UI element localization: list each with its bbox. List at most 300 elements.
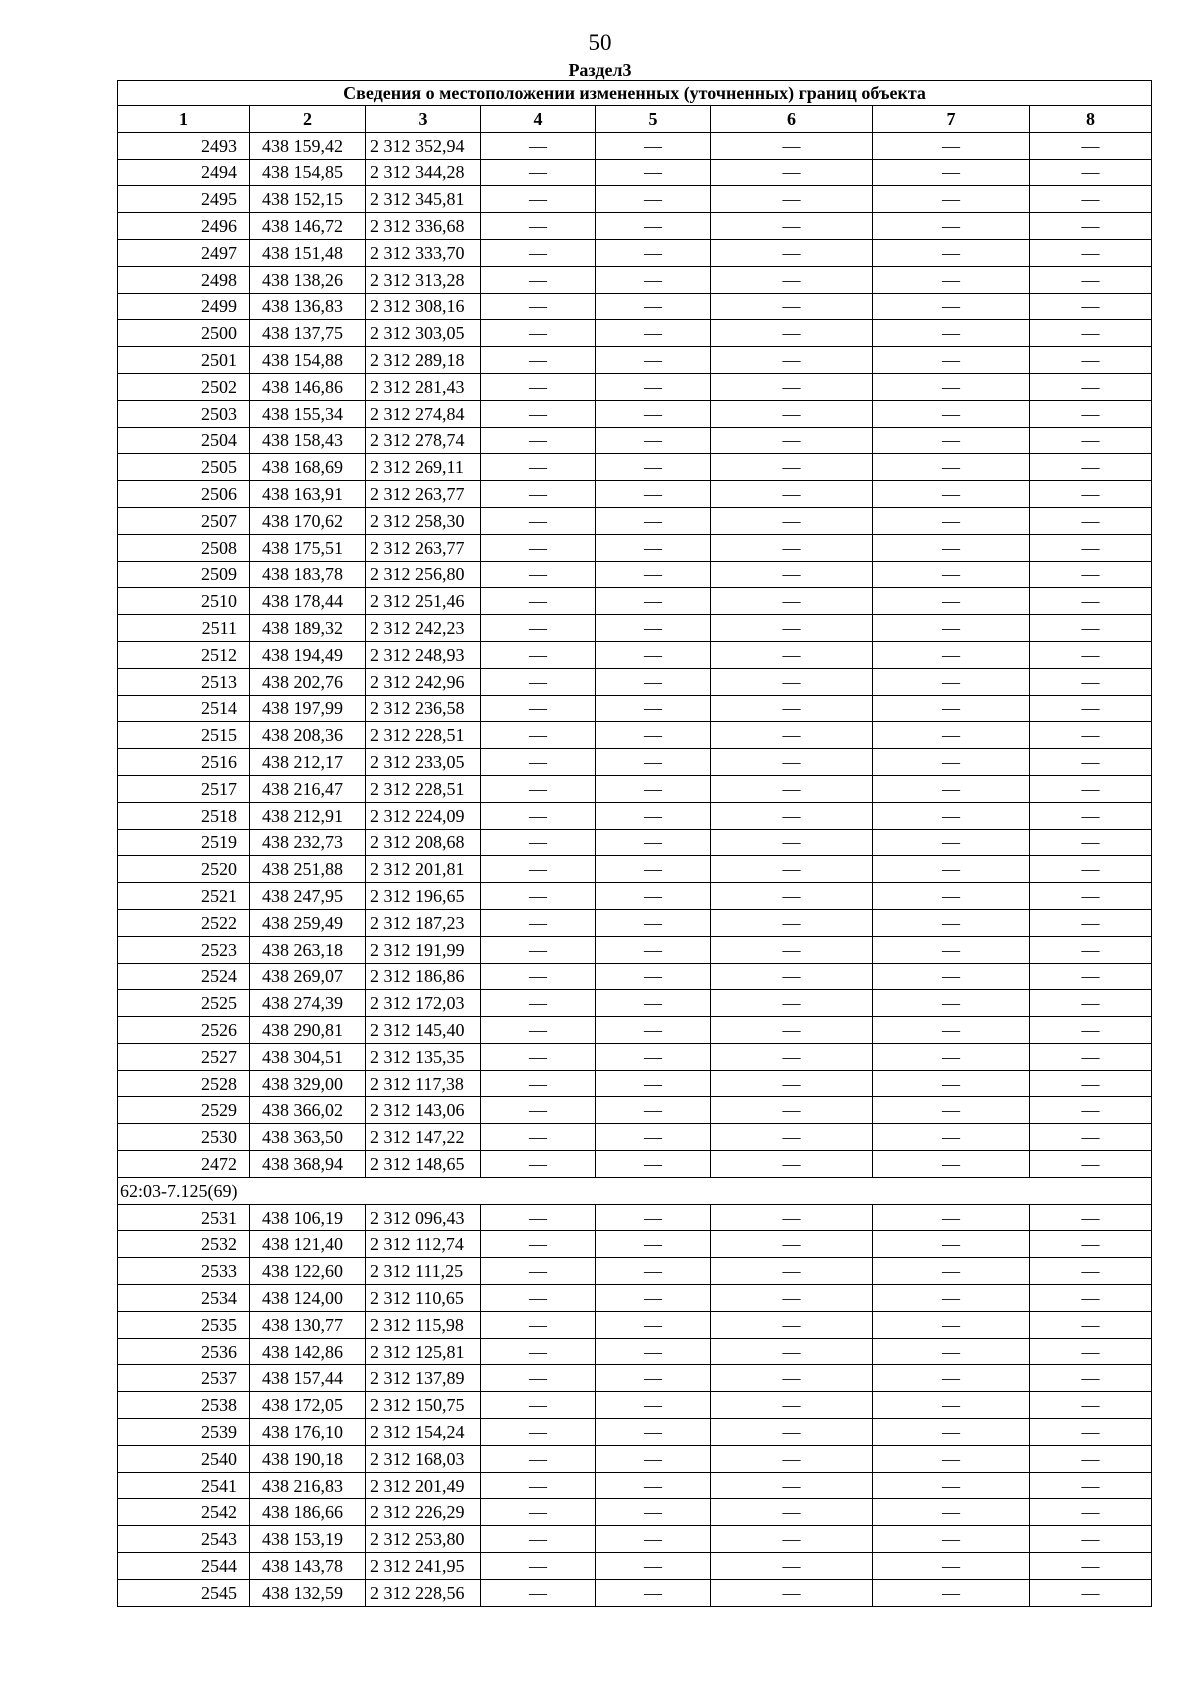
empty-dash-cell: —	[596, 507, 711, 534]
empty-dash-cell: —	[1030, 186, 1152, 213]
empty-dash-cell: —	[481, 561, 596, 588]
x-coordinate-cell: 438 212,17	[250, 749, 366, 776]
x-coordinate-cell: 438 146,86	[250, 373, 366, 400]
table-row	[118, 1392, 1152, 1419]
empty-dash-cell: —	[481, 1553, 596, 1580]
empty-dash-cell: —	[596, 829, 711, 856]
table-row	[118, 1124, 1152, 1151]
empty-dash-cell: —	[711, 1151, 873, 1178]
x-coordinate-cell: 438 247,95	[250, 883, 366, 910]
point-number-cell: 2527	[118, 1043, 250, 1070]
empty-dash-cell: —	[1030, 1285, 1152, 1312]
empty-dash-cell: —	[1030, 615, 1152, 642]
point-number-cell: 2521	[118, 883, 250, 910]
empty-dash-cell: —	[481, 909, 596, 936]
empty-dash-cell: —	[481, 668, 596, 695]
table-body	[118, 132, 1152, 1606]
empty-dash-cell: —	[596, 883, 711, 910]
point-number-cell: 2534	[118, 1285, 250, 1312]
empty-dash-cell: —	[711, 722, 873, 749]
y-coordinate-cell: 2 312 187,23	[366, 909, 481, 936]
y-coordinate-cell: 2 312 269,11	[366, 454, 481, 481]
y-coordinate-cell: 2 312 352,94	[366, 132, 481, 159]
y-coordinate-cell: 2 312 172,03	[366, 990, 481, 1017]
point-number-cell: 2542	[118, 1499, 250, 1526]
empty-dash-cell: —	[596, 990, 711, 1017]
empty-dash-cell: —	[711, 615, 873, 642]
column-header-1: 1	[118, 106, 250, 133]
column-header-8: 8	[1030, 106, 1152, 133]
group-row	[118, 1177, 1152, 1204]
empty-dash-cell: —	[873, 507, 1030, 534]
empty-dash-cell: —	[711, 936, 873, 963]
empty-dash-cell: —	[1030, 1124, 1152, 1151]
y-coordinate-cell: 2 312 154,24	[366, 1419, 481, 1446]
table-row	[118, 615, 1152, 642]
y-coordinate-cell: 2 312 208,68	[366, 829, 481, 856]
empty-dash-cell: —	[711, 1017, 873, 1044]
empty-dash-cell: —	[711, 239, 873, 266]
table-row	[118, 373, 1152, 400]
empty-dash-cell: —	[873, 159, 1030, 186]
y-coordinate-cell: 2 312 228,56	[366, 1579, 481, 1606]
empty-dash-cell: —	[481, 507, 596, 534]
point-number-cell: 2536	[118, 1338, 250, 1365]
empty-dash-cell: —	[596, 1365, 711, 1392]
empty-dash-cell: —	[596, 186, 711, 213]
x-coordinate-cell: 438 130,77	[250, 1311, 366, 1338]
point-number-cell: 2519	[118, 829, 250, 856]
y-coordinate-cell: 2 312 147,22	[366, 1124, 481, 1151]
point-number-cell: 2503	[118, 400, 250, 427]
empty-dash-cell: —	[596, 159, 711, 186]
table-row	[118, 722, 1152, 749]
empty-dash-cell: —	[711, 802, 873, 829]
empty-dash-cell: —	[1030, 1311, 1152, 1338]
empty-dash-cell: —	[711, 1097, 873, 1124]
empty-dash-cell: —	[873, 802, 1030, 829]
x-coordinate-cell: 438 136,83	[250, 293, 366, 320]
point-number-cell: 2528	[118, 1070, 250, 1097]
empty-dash-cell: —	[711, 1070, 873, 1097]
empty-dash-cell: —	[1030, 159, 1152, 186]
y-coordinate-cell: 2 312 248,93	[366, 641, 481, 668]
y-coordinate-cell: 2 312 112,74	[366, 1231, 481, 1258]
table-row	[118, 213, 1152, 240]
x-coordinate-cell: 438 216,47	[250, 775, 366, 802]
point-number-cell: 2509	[118, 561, 250, 588]
table-row	[118, 347, 1152, 374]
empty-dash-cell: —	[481, 883, 596, 910]
point-number-cell: 2497	[118, 239, 250, 266]
empty-dash-cell: —	[596, 1445, 711, 1472]
empty-dash-cell: —	[481, 829, 596, 856]
x-coordinate-cell: 438 259,49	[250, 909, 366, 936]
x-coordinate-cell: 438 186,66	[250, 1499, 366, 1526]
empty-dash-cell: —	[481, 1070, 596, 1097]
point-number-cell: 2525	[118, 990, 250, 1017]
empty-dash-cell: —	[711, 1338, 873, 1365]
empty-dash-cell: —	[873, 454, 1030, 481]
empty-dash-cell: —	[1030, 909, 1152, 936]
empty-dash-cell: —	[873, 615, 1030, 642]
empty-dash-cell: —	[1030, 1258, 1152, 1285]
point-number-cell: 2496	[118, 213, 250, 240]
table-row	[118, 1472, 1152, 1499]
empty-dash-cell: —	[596, 722, 711, 749]
empty-dash-cell: —	[481, 427, 596, 454]
empty-dash-cell: —	[711, 454, 873, 481]
x-coordinate-cell: 438 153,19	[250, 1526, 366, 1553]
empty-dash-cell: —	[711, 1472, 873, 1499]
point-number-cell: 2537	[118, 1365, 250, 1392]
empty-dash-cell: —	[596, 1124, 711, 1151]
empty-dash-cell: —	[873, 1526, 1030, 1553]
y-coordinate-cell: 2 312 303,05	[366, 320, 481, 347]
empty-dash-cell: —	[596, 293, 711, 320]
x-coordinate-cell: 438 157,44	[250, 1365, 366, 1392]
table-row	[118, 1526, 1152, 1553]
empty-dash-cell: —	[711, 1258, 873, 1285]
y-coordinate-cell: 2 312 236,58	[366, 695, 481, 722]
empty-dash-cell: —	[596, 239, 711, 266]
y-coordinate-cell: 2 312 186,86	[366, 963, 481, 990]
empty-dash-cell: —	[481, 588, 596, 615]
empty-dash-cell: —	[873, 1445, 1030, 1472]
empty-dash-cell: —	[596, 775, 711, 802]
empty-dash-cell: —	[711, 1445, 873, 1472]
empty-dash-cell: —	[711, 588, 873, 615]
empty-dash-cell: —	[873, 561, 1030, 588]
x-coordinate-cell: 438 152,15	[250, 186, 366, 213]
empty-dash-cell: —	[1030, 1579, 1152, 1606]
table-row	[118, 400, 1152, 427]
y-coordinate-cell: 2 312 251,46	[366, 588, 481, 615]
empty-dash-cell: —	[596, 1043, 711, 1070]
y-coordinate-cell: 2 312 143,06	[366, 1097, 481, 1124]
empty-dash-cell: —	[1030, 749, 1152, 776]
point-number-cell: 2531	[118, 1204, 250, 1231]
empty-dash-cell: —	[873, 1311, 1030, 1338]
empty-dash-cell: —	[711, 1311, 873, 1338]
empty-dash-cell: —	[873, 266, 1030, 293]
point-number-cell: 2502	[118, 373, 250, 400]
empty-dash-cell: —	[873, 722, 1030, 749]
empty-dash-cell: —	[481, 159, 596, 186]
empty-dash-cell: —	[1030, 695, 1152, 722]
empty-dash-cell: —	[481, 132, 596, 159]
empty-dash-cell: —	[596, 1070, 711, 1097]
x-coordinate-cell: 438 154,88	[250, 347, 366, 374]
empty-dash-cell: —	[711, 320, 873, 347]
empty-dash-cell: —	[596, 1097, 711, 1124]
empty-dash-cell: —	[1030, 1499, 1152, 1526]
x-coordinate-cell: 438 155,34	[250, 400, 366, 427]
empty-dash-cell: —	[873, 963, 1030, 990]
empty-dash-cell: —	[481, 400, 596, 427]
empty-dash-cell: —	[596, 1553, 711, 1580]
empty-dash-cell: —	[711, 641, 873, 668]
x-coordinate-cell: 438 132,59	[250, 1579, 366, 1606]
empty-dash-cell: —	[873, 373, 1030, 400]
empty-dash-cell: —	[596, 534, 711, 561]
empty-dash-cell: —	[873, 990, 1030, 1017]
empty-dash-cell: —	[1030, 400, 1152, 427]
x-coordinate-cell: 438 232,73	[250, 829, 366, 856]
empty-dash-cell: —	[1030, 722, 1152, 749]
empty-dash-cell: —	[1030, 1151, 1152, 1178]
y-coordinate-cell: 2 312 242,23	[366, 615, 481, 642]
empty-dash-cell: —	[481, 1017, 596, 1044]
empty-dash-cell: —	[711, 1204, 873, 1231]
empty-dash-cell: —	[481, 1472, 596, 1499]
empty-dash-cell: —	[873, 775, 1030, 802]
empty-dash-cell: —	[596, 641, 711, 668]
x-coordinate-cell: 438 304,51	[250, 1043, 366, 1070]
point-number-cell: 2506	[118, 481, 250, 508]
empty-dash-cell: —	[1030, 802, 1152, 829]
empty-dash-cell: —	[873, 695, 1030, 722]
empty-dash-cell: —	[596, 1231, 711, 1258]
table-row	[118, 990, 1152, 1017]
y-coordinate-cell: 2 312 117,38	[366, 1070, 481, 1097]
empty-dash-cell: —	[873, 1419, 1030, 1446]
empty-dash-cell: —	[481, 454, 596, 481]
point-number-cell: 2498	[118, 266, 250, 293]
empty-dash-cell: —	[481, 1043, 596, 1070]
empty-dash-cell: —	[481, 266, 596, 293]
empty-dash-cell: —	[711, 990, 873, 1017]
point-number-cell: 2518	[118, 802, 250, 829]
empty-dash-cell: —	[711, 213, 873, 240]
y-coordinate-cell: 2 312 125,81	[366, 1338, 481, 1365]
empty-dash-cell: —	[1030, 320, 1152, 347]
x-coordinate-cell: 438 124,00	[250, 1285, 366, 1312]
empty-dash-cell: —	[1030, 427, 1152, 454]
empty-dash-cell: —	[596, 695, 711, 722]
empty-dash-cell: —	[1030, 132, 1152, 159]
empty-dash-cell: —	[481, 1285, 596, 1312]
empty-dash-cell: —	[711, 883, 873, 910]
empty-dash-cell: —	[596, 1499, 711, 1526]
x-coordinate-cell: 438 194,49	[250, 641, 366, 668]
empty-dash-cell: —	[711, 266, 873, 293]
empty-dash-cell: —	[1030, 454, 1152, 481]
empty-dash-cell: —	[596, 213, 711, 240]
empty-dash-cell: —	[873, 186, 1030, 213]
empty-dash-cell: —	[1030, 775, 1152, 802]
empty-dash-cell: —	[596, 749, 711, 776]
point-number-cell: 2544	[118, 1553, 250, 1580]
empty-dash-cell: —	[711, 427, 873, 454]
x-coordinate-cell: 438 138,26	[250, 266, 366, 293]
table-row	[118, 909, 1152, 936]
empty-dash-cell: —	[711, 1419, 873, 1446]
empty-dash-cell: —	[711, 132, 873, 159]
y-coordinate-cell: 2 312 196,65	[366, 883, 481, 910]
empty-dash-cell: —	[711, 400, 873, 427]
table-row	[118, 1151, 1152, 1178]
point-number-cell: 2526	[118, 1017, 250, 1044]
column-header-3: 3	[366, 106, 481, 133]
empty-dash-cell: —	[481, 213, 596, 240]
y-coordinate-cell: 2 312 115,98	[366, 1311, 481, 1338]
point-number-cell: 2514	[118, 695, 250, 722]
table-row	[118, 775, 1152, 802]
empty-dash-cell: —	[873, 1097, 1030, 1124]
empty-dash-cell: —	[711, 909, 873, 936]
table-row	[118, 427, 1152, 454]
empty-dash-cell: —	[711, 749, 873, 776]
x-coordinate-cell: 438 168,69	[250, 454, 366, 481]
empty-dash-cell: —	[711, 856, 873, 883]
empty-dash-cell: —	[596, 427, 711, 454]
empty-dash-cell: —	[481, 775, 596, 802]
table-row	[118, 1231, 1152, 1258]
empty-dash-cell: —	[873, 829, 1030, 856]
y-coordinate-cell: 2 312 111,25	[366, 1258, 481, 1285]
y-coordinate-cell: 2 312 201,49	[366, 1472, 481, 1499]
empty-dash-cell: —	[596, 909, 711, 936]
x-coordinate-cell: 438 159,42	[250, 132, 366, 159]
table-row	[118, 1419, 1152, 1446]
table-row	[118, 1445, 1152, 1472]
table-row	[118, 588, 1152, 615]
y-coordinate-cell: 2 312 274,84	[366, 400, 481, 427]
empty-dash-cell: —	[596, 481, 711, 508]
point-number-cell: 2529	[118, 1097, 250, 1124]
empty-dash-cell: —	[1030, 1392, 1152, 1419]
empty-dash-cell: —	[711, 159, 873, 186]
empty-dash-cell: —	[873, 1017, 1030, 1044]
empty-dash-cell: —	[596, 132, 711, 159]
table-row	[118, 695, 1152, 722]
empty-dash-cell: —	[481, 695, 596, 722]
empty-dash-cell: —	[596, 561, 711, 588]
point-number-cell: 2508	[118, 534, 250, 561]
point-number-cell: 2499	[118, 293, 250, 320]
table-row	[118, 936, 1152, 963]
empty-dash-cell: —	[711, 1365, 873, 1392]
x-coordinate-cell: 438 143,78	[250, 1553, 366, 1580]
empty-dash-cell: —	[596, 1526, 711, 1553]
empty-dash-cell: —	[481, 1526, 596, 1553]
empty-dash-cell: —	[596, 1285, 711, 1312]
point-number-cell: 2504	[118, 427, 250, 454]
column-header-row	[118, 106, 1152, 133]
x-coordinate-cell: 438 269,07	[250, 963, 366, 990]
table-row	[118, 534, 1152, 561]
y-coordinate-cell: 2 312 137,89	[366, 1365, 481, 1392]
empty-dash-cell: —	[873, 883, 1030, 910]
point-number-cell: 2543	[118, 1526, 250, 1553]
empty-dash-cell: —	[873, 1151, 1030, 1178]
y-coordinate-cell: 2 312 258,30	[366, 507, 481, 534]
point-number-cell: 2494	[118, 159, 250, 186]
empty-dash-cell: —	[596, 373, 711, 400]
empty-dash-cell: —	[481, 320, 596, 347]
empty-dash-cell: —	[711, 481, 873, 508]
empty-dash-cell: —	[481, 186, 596, 213]
x-coordinate-cell: 438 183,78	[250, 561, 366, 588]
empty-dash-cell: —	[596, 320, 711, 347]
empty-dash-cell: —	[596, 454, 711, 481]
empty-dash-cell: —	[873, 1204, 1030, 1231]
empty-dash-cell: —	[481, 347, 596, 374]
table-row	[118, 749, 1152, 776]
empty-dash-cell: —	[481, 963, 596, 990]
point-number-cell: 2520	[118, 856, 250, 883]
x-coordinate-cell: 438 202,76	[250, 668, 366, 695]
y-coordinate-cell: 2 312 345,81	[366, 186, 481, 213]
empty-dash-cell: —	[873, 1258, 1030, 1285]
empty-dash-cell: —	[711, 1579, 873, 1606]
point-number-cell: 2523	[118, 936, 250, 963]
x-coordinate-cell: 438 137,75	[250, 320, 366, 347]
empty-dash-cell: —	[1030, 534, 1152, 561]
x-coordinate-cell: 438 176,10	[250, 1419, 366, 1446]
empty-dash-cell: —	[873, 668, 1030, 695]
table-row	[118, 1070, 1152, 1097]
y-coordinate-cell: 2 312 224,09	[366, 802, 481, 829]
empty-dash-cell: —	[596, 1472, 711, 1499]
table-row	[118, 293, 1152, 320]
y-coordinate-cell: 2 312 168,03	[366, 1445, 481, 1472]
group-label: 62:03-7.125(69)	[118, 1177, 1152, 1204]
empty-dash-cell: —	[596, 400, 711, 427]
point-number-cell: 2524	[118, 963, 250, 990]
y-coordinate-cell: 2 312 308,16	[366, 293, 481, 320]
table-row	[118, 1097, 1152, 1124]
empty-dash-cell: —	[711, 1124, 873, 1151]
empty-dash-cell: —	[711, 963, 873, 990]
y-coordinate-cell: 2 312 228,51	[366, 775, 481, 802]
y-coordinate-cell: 2 312 256,80	[366, 561, 481, 588]
x-coordinate-cell: 438 216,83	[250, 1472, 366, 1499]
point-number-cell: 2541	[118, 1472, 250, 1499]
empty-dash-cell: —	[596, 802, 711, 829]
table-row	[118, 266, 1152, 293]
point-number-cell: 2512	[118, 641, 250, 668]
empty-dash-cell: —	[596, 588, 711, 615]
empty-dash-cell: —	[873, 936, 1030, 963]
table-row	[118, 561, 1152, 588]
x-coordinate-cell: 438 170,62	[250, 507, 366, 534]
empty-dash-cell: —	[596, 266, 711, 293]
empty-dash-cell: —	[481, 1311, 596, 1338]
y-coordinate-cell: 2 312 241,95	[366, 1553, 481, 1580]
table-row	[118, 1043, 1152, 1070]
y-coordinate-cell: 2 312 096,43	[366, 1204, 481, 1231]
table-row	[118, 239, 1152, 266]
empty-dash-cell: —	[481, 1231, 596, 1258]
empty-dash-cell: —	[596, 1258, 711, 1285]
empty-dash-cell: —	[873, 749, 1030, 776]
empty-dash-cell: —	[711, 829, 873, 856]
empty-dash-cell: —	[1030, 883, 1152, 910]
y-coordinate-cell: 2 312 233,05	[366, 749, 481, 776]
empty-dash-cell: —	[711, 668, 873, 695]
empty-dash-cell: —	[873, 1472, 1030, 1499]
empty-dash-cell: —	[481, 1124, 596, 1151]
empty-dash-cell: —	[481, 1365, 596, 1392]
empty-dash-cell: —	[481, 534, 596, 561]
x-coordinate-cell: 438 189,32	[250, 615, 366, 642]
empty-dash-cell: —	[596, 1204, 711, 1231]
empty-dash-cell: —	[711, 775, 873, 802]
column-header-6: 6	[711, 106, 873, 133]
empty-dash-cell: —	[873, 1231, 1030, 1258]
